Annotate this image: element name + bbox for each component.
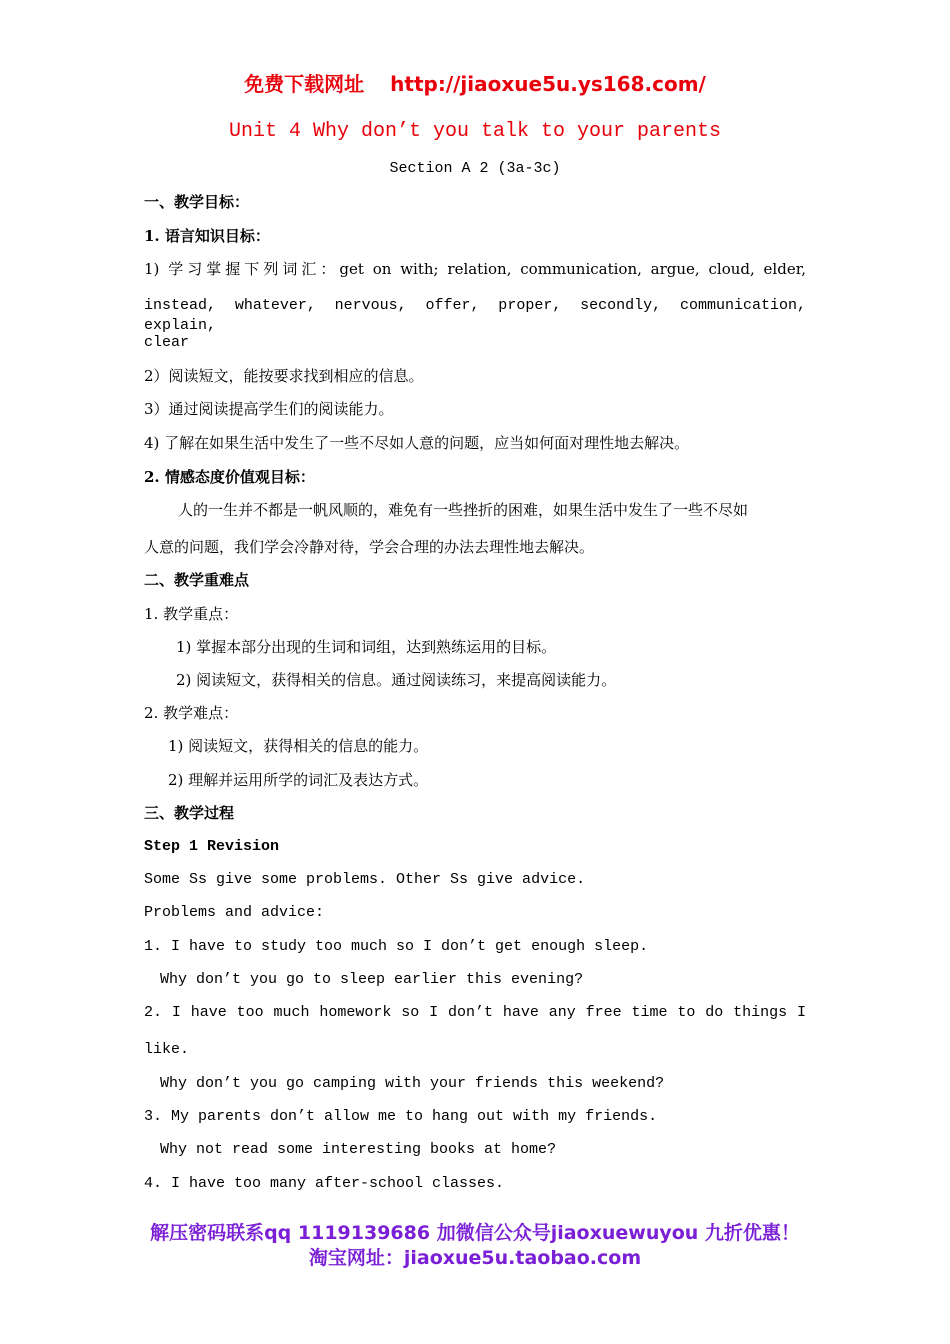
problem-2-line-2: like. [144,1041,190,1058]
heading-language-goals: 1. 语言知识目标： [144,227,270,245]
problem-4: 4. I have too many after-school classes. [144,1175,505,1192]
problem-2-line-1: 2. I have too much homework so I don’t have any free time to do things I [144,1004,806,1021]
advice-2: Why don’t you go camping with your friends this weekend? [160,1075,665,1092]
key-point-2: 2) 阅读短文，获得相关的信息。通过阅读练习，来提高阅读能力。 [176,671,617,689]
heading-key-points: 二、教学重难点 [144,571,250,589]
unit-title: Unit 4 Why don’t you talk to your parents [228,120,722,143]
problem-1: 1. I have to study too much so I don’t get enough sleep. [144,938,649,955]
goal-item-4: 4) 了解在如果生活中发生了一些不尽如人意的问题，应当如何面对理性地去解决。 [144,434,690,452]
advice-3: Why not read some interesting books at home? [160,1141,557,1158]
step-1-heading: Step 1 Revision [144,838,280,855]
goal-item-2: 2）阅读短文，能按要求找到相应的信息。 [144,367,424,385]
vocab-line-1: 1) 学习掌握下列词汇：get on with; relation, communication, argue, cloud, elder, [144,260,806,278]
emotional-paragraph-line-1: 人的一生并不都是一帆风顺的，难免有一些挫折的困难，如果生活中发生了一些不尽如 [178,501,749,519]
difficult-points-label: 2. 教学难点： [144,704,239,722]
key-points-label: 1. 教学重点： [144,605,239,623]
goal-item-3: 3）通过阅读提高学生们的阅读能力。 [144,400,394,418]
section-subtitle: Section A 2 (3a-3c) [389,160,561,177]
vocab-line-3: clear [144,334,190,351]
advice-1: Why don’t you go to sleep earlier this evening? [160,971,584,988]
heading-emotional-goals: 2. 情感态度价值观目标： [144,468,315,486]
difficult-point-2: 2) 理解并运用所学的词汇及表达方式。 [168,771,429,789]
key-point-1: 1) 掌握本部分出现的生词和词组，达到熟练运用的目标。 [176,638,557,656]
heading-teaching-goals: 一、教学目标： [144,193,250,211]
problems-advice-label: Problems and advice: [144,904,325,921]
difficult-point-1: 1) 阅读短文，获得相关的信息的能力。 [168,737,429,755]
download-url-link[interactable]: http://jiaoxue5u.ys168.com/ [390,72,706,96]
footer-contact-line: 解压密码联系qq 1119139686 加微信公众号jiaoxuewuyou 九折优惠！ [150,1222,800,1244]
problem-3: 3. My parents don’t allow me to hang out with my friends. [144,1108,658,1125]
heading-teaching-process: 三、教学过程 [144,804,235,822]
emotional-paragraph-line-2: 人意的问题，我们学会冷静对待，学会合理的办法去理性地去解决。 [144,538,595,556]
download-header [0,68,950,97]
vocab-line-2: instead, whatever, nervous, offer, proper, secondly, communication, explain, [144,297,806,334]
footer-taobao-link[interactable]: 淘宝网址：jiaoxue5u.taobao.com [308,1247,642,1269]
step-1-instruction: Some Ss give some problems. Other Ss give advice. [144,871,586,888]
download-label: 免费下载网址 [244,72,365,96]
